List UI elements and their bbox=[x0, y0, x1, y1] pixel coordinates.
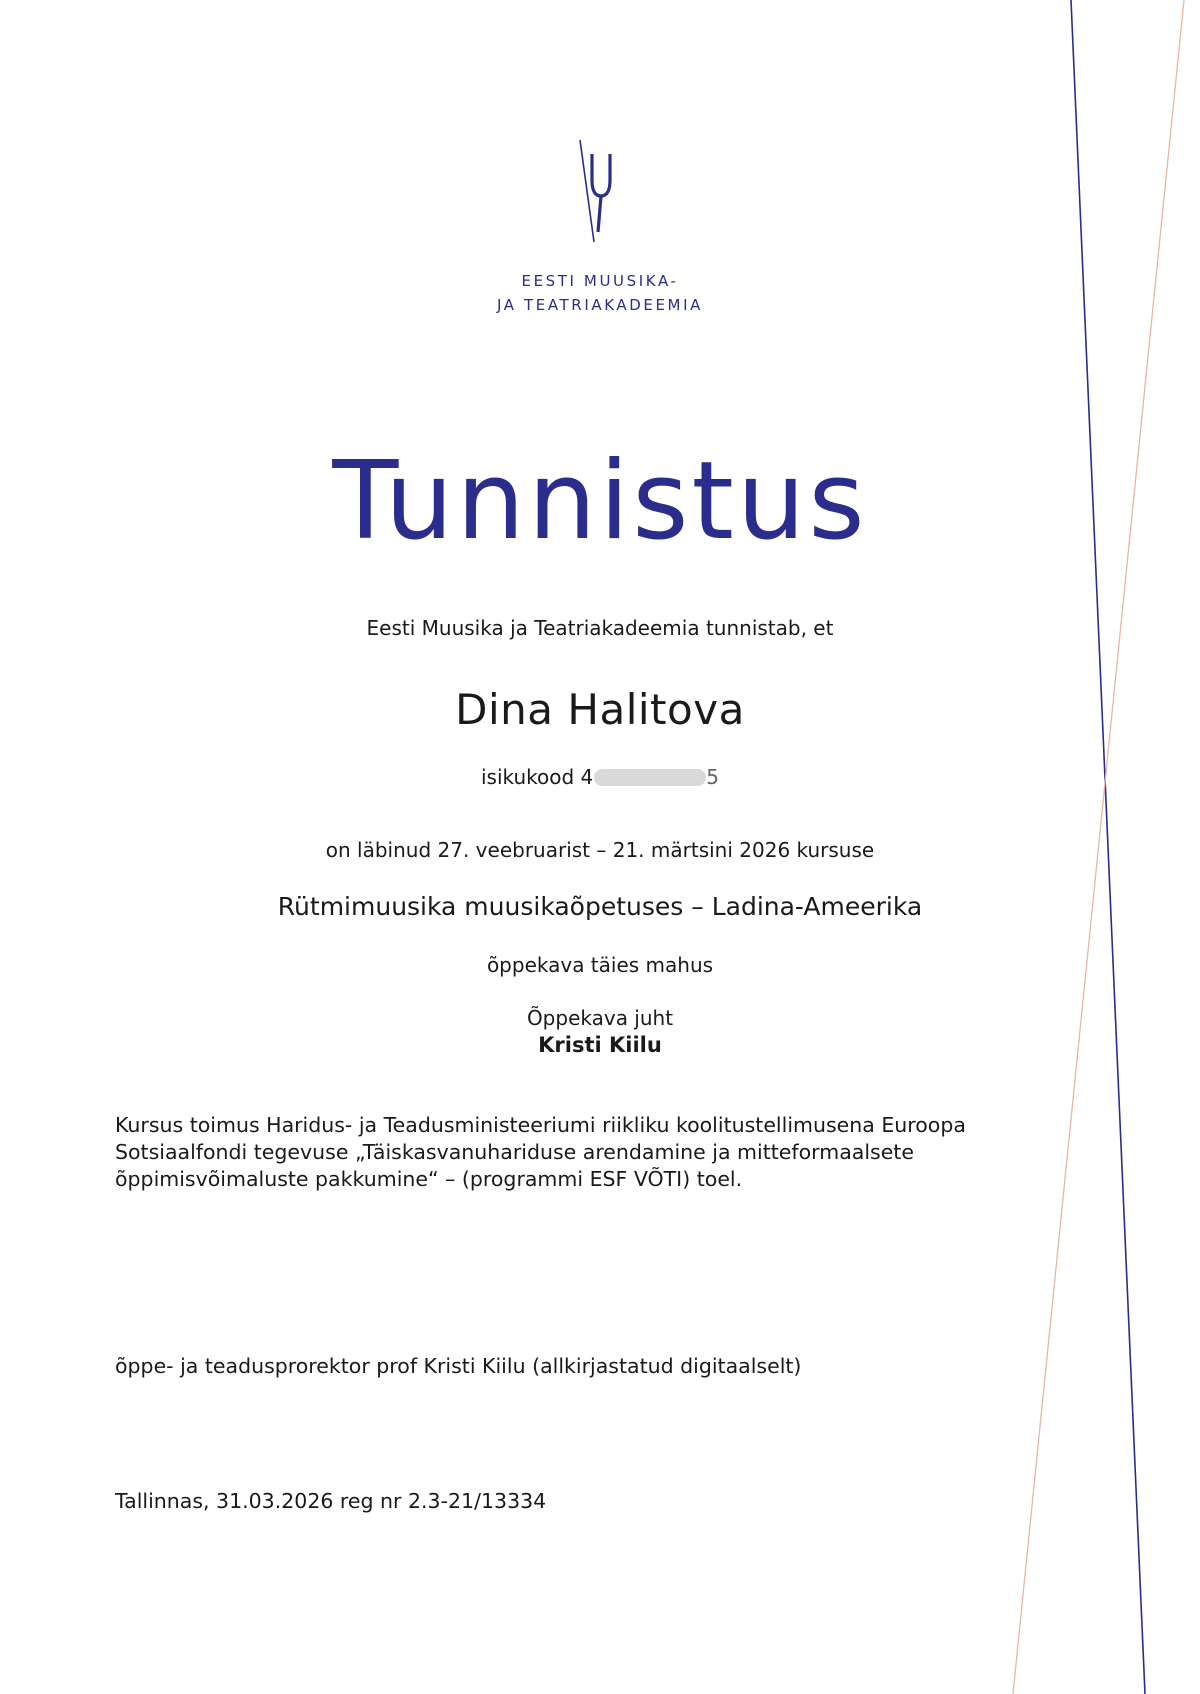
scope-text: õppekava täies mahus bbox=[486, 953, 714, 977]
place-date-registration: Tallinnas, 31.03.2026 reg nr 2.3-21/13334 bbox=[115, 1489, 547, 1513]
intro-text: Eesti Muusika ja Teatriakadeemia tunnistab, et bbox=[366, 616, 834, 640]
logo-text-line-2: JA TEATRIAKADEEMIA bbox=[497, 296, 703, 314]
supervisor-name: Kristi Kiilu bbox=[538, 1033, 662, 1057]
completion-text: on läbinud 27. veebruarist – 21. märtsini 2026 kursuse bbox=[325, 838, 875, 862]
id-code-suffix: 5 bbox=[706, 765, 720, 789]
institution-logo bbox=[0, 130, 1200, 250]
recipient-name: Dina Halitova bbox=[455, 685, 745, 734]
course-name: Rütmimuusika muusikaõpetuses – Ladina-Ameerika bbox=[277, 892, 923, 921]
supervisor-label: Õppekava juht bbox=[526, 1006, 674, 1030]
certificate-title: Tunnistus bbox=[332, 439, 868, 564]
funding-note: Kursus toimus Haridus- ja Teadusministeeriumi riikliku koolitustellimusena Euroopa Sotsiaalfondi tegevuse „Täiskasvanuhariduse arendamine ja mitteformaalsete õppimisvõimaluste pakkumine“ – (programmi ESF VÕTI) toel. bbox=[115, 1113, 966, 1191]
tuning-fork-icon bbox=[570, 130, 630, 250]
redaction-bar bbox=[594, 769, 706, 786]
signatory-line: õppe- ja teadusprorektor prof Kristi Kiilu (allkirjastatud digitaalselt) bbox=[115, 1354, 802, 1378]
logo-text-line-1: EESTI MUUSIKA- bbox=[521, 272, 679, 290]
id-code-line bbox=[0, 765, 1200, 789]
id-code-label: isikukood 4 bbox=[480, 765, 594, 789]
